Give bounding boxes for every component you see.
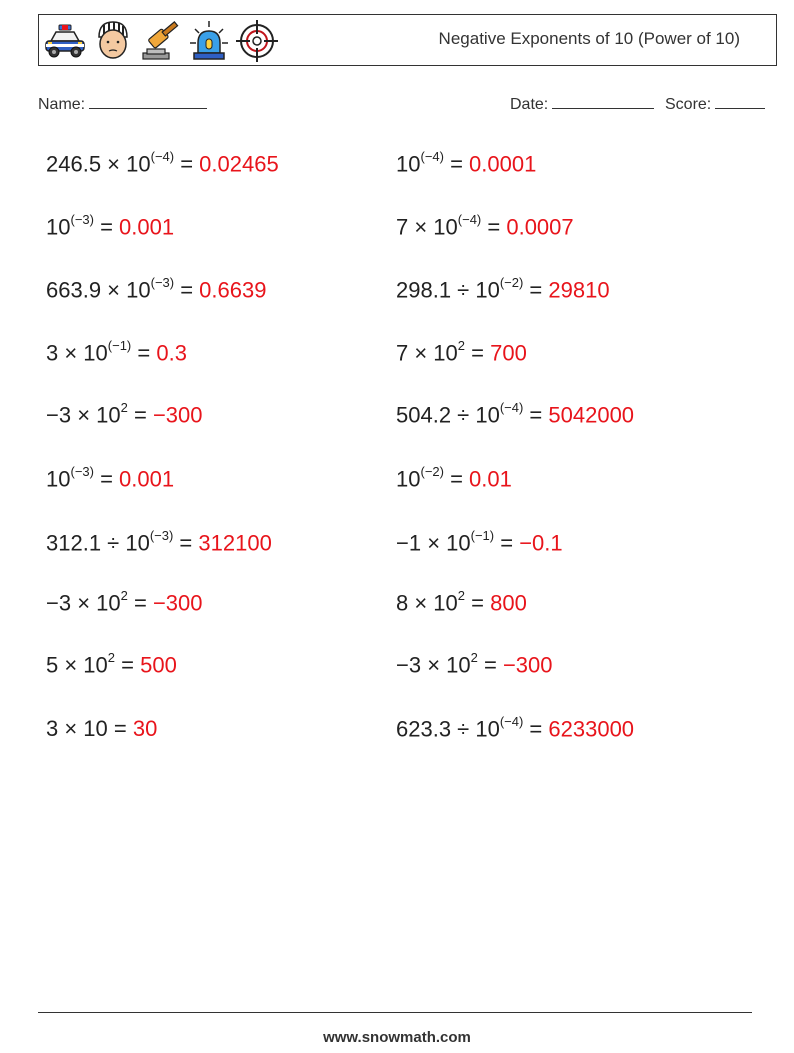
- problem-exponent: (−1): [470, 528, 495, 543]
- problem-answer: −300: [152, 590, 203, 616]
- problem-exponent: (−4): [420, 149, 444, 164]
- problem-item: [46, 151, 279, 177]
- problem-exponent: 2: [120, 400, 128, 415]
- problem-item: [396, 652, 553, 678]
- problem-item: [46, 530, 272, 556]
- score-field[interactable]: [665, 92, 765, 114]
- problem-exponent: (−3): [149, 528, 174, 543]
- equals-sign: =: [481, 214, 507, 240]
- problem-item: [46, 466, 174, 492]
- equals-sign: =: [523, 277, 549, 303]
- problem-answer: 800: [490, 590, 527, 616]
- problem-answer: 0.02465: [199, 151, 279, 177]
- header-box: [38, 14, 777, 66]
- problem-item: [396, 530, 563, 556]
- problem-exponent: (−2): [499, 275, 524, 290]
- equals-sign: =: [107, 716, 133, 741]
- equals-sign: =: [173, 530, 199, 556]
- equals-sign: =: [131, 340, 157, 366]
- problem-expression: 7 × 10: [396, 340, 458, 366]
- equals-sign: =: [465, 340, 491, 366]
- equals-sign: =: [115, 652, 141, 678]
- problem-exponent: (−3): [70, 212, 94, 227]
- equals-sign: =: [443, 466, 470, 492]
- problem-answer: 500: [140, 652, 177, 678]
- equals-sign: =: [523, 716, 549, 742]
- problem-exponent: 2: [120, 588, 128, 603]
- problem-item: [46, 590, 203, 616]
- problem-expression: 663.9 × 10: [46, 277, 151, 303]
- worksheet-title: Negative Exponents of 10 (Power of 10): [438, 29, 740, 48]
- problem-expression: 10: [46, 466, 71, 492]
- problem-exponent: 2: [457, 588, 466, 603]
- equals-sign: =: [443, 151, 470, 177]
- problem-expression: 5 × 10: [46, 652, 108, 678]
- problem-answer: −300: [502, 652, 553, 678]
- problem-answer: −300: [152, 402, 203, 428]
- equals-sign: =: [174, 277, 200, 303]
- problem-answer: 0.6639: [199, 277, 267, 303]
- problem-expression: 3 × 10: [46, 716, 108, 741]
- problem-expression: 504.2 ÷ 10: [396, 402, 500, 428]
- problem-item: [46, 652, 177, 678]
- problem-item: [396, 151, 536, 177]
- problem-expression: 8 × 10: [396, 590, 458, 616]
- name-field[interactable]: [38, 92, 207, 114]
- problem-expression: 623.3 ÷ 10: [396, 716, 500, 742]
- date-field[interactable]: [510, 92, 654, 114]
- equals-sign: =: [465, 590, 491, 616]
- name-label: Name:: [38, 96, 86, 113]
- problem-item: [396, 716, 634, 742]
- problem-expression: −3 × 10: [46, 402, 121, 428]
- problem-item: [46, 402, 203, 428]
- date-label: Date:: [510, 96, 549, 113]
- problem-answer: −0.1: [519, 530, 563, 556]
- problem-expression: 3 × 10: [46, 340, 108, 366]
- problem-answer: 0.01: [469, 466, 512, 492]
- equals-sign: =: [93, 214, 120, 240]
- problem-exponent: 2: [457, 338, 466, 353]
- problem-expression: 7 × 10: [396, 214, 458, 240]
- problem-answer: 5042000: [548, 402, 635, 428]
- date-blank[interactable]: [552, 92, 654, 109]
- problem-answer: 6233000: [548, 716, 635, 742]
- problem-exponent: (−4): [499, 400, 524, 415]
- problem-expression: −3 × 10: [396, 652, 471, 678]
- problem-exponent: (−1): [107, 338, 132, 353]
- name-blank[interactable]: [89, 92, 207, 109]
- header-icons: [43, 19, 279, 63]
- problem-expression: 298.1 ÷ 10: [396, 277, 500, 303]
- problem-exponent: (−3): [70, 464, 94, 479]
- equals-sign: =: [523, 402, 549, 428]
- problem-exponent: (−4): [457, 212, 482, 227]
- problem-exponent: (−2): [420, 464, 444, 479]
- problem-item: [396, 214, 574, 240]
- problem-expression: 312.1 ÷ 10: [46, 530, 150, 556]
- problem-expression: 246.5 × 10: [46, 151, 151, 177]
- siren-icon: [187, 19, 231, 63]
- score-blank[interactable]: [715, 92, 765, 109]
- problem-exponent: 2: [470, 650, 478, 665]
- problem-item: [396, 277, 610, 303]
- problem-expression: 10: [46, 214, 71, 240]
- problem-exponent: 2: [107, 650, 116, 665]
- prisoner-icon: [91, 19, 135, 63]
- score-label: Score:: [665, 96, 712, 113]
- equals-sign: =: [127, 402, 153, 428]
- crosshair-target-icon: [235, 19, 279, 63]
- problem-exponent: (−4): [150, 149, 175, 164]
- equals-sign: =: [93, 466, 120, 492]
- equals-sign: =: [477, 652, 503, 678]
- problem-expression: 10: [396, 151, 421, 177]
- police-car-icon: [43, 19, 87, 63]
- problem-answer: 312100: [198, 530, 272, 556]
- problem-answer: 0.001: [119, 214, 175, 240]
- problem-item: [46, 716, 157, 742]
- problem-answer: 30: [132, 716, 158, 741]
- problem-item: [396, 340, 527, 366]
- problem-answer: 700: [490, 340, 527, 366]
- problem-item: [396, 466, 512, 492]
- equals-sign: =: [174, 151, 200, 177]
- problem-answer: 0.0001: [469, 151, 537, 177]
- problem-answer: 0.0007: [506, 214, 574, 240]
- problem-item: [46, 340, 187, 366]
- problem-answer: 0.001: [119, 466, 175, 492]
- problem-item: [46, 277, 266, 303]
- footer-website: www.snowmath.com: [323, 1029, 471, 1046]
- problem-exponent: (−3): [150, 275, 175, 290]
- problem-item: [396, 590, 527, 616]
- problem-answer: 0.3: [156, 340, 187, 366]
- footer-divider: [38, 1012, 752, 1013]
- problem-expression: −3 × 10: [46, 590, 121, 616]
- problem-expression: −1 × 10: [396, 530, 471, 556]
- problem-exponent: (−4): [499, 714, 524, 729]
- equals-sign: =: [127, 590, 153, 616]
- problem-item: [396, 402, 634, 428]
- problem-expression: 10: [396, 466, 421, 492]
- problem-item: [46, 214, 174, 240]
- problem-answer: 29810: [548, 277, 610, 303]
- equals-sign: =: [494, 530, 520, 556]
- gavel-icon: [139, 19, 183, 63]
